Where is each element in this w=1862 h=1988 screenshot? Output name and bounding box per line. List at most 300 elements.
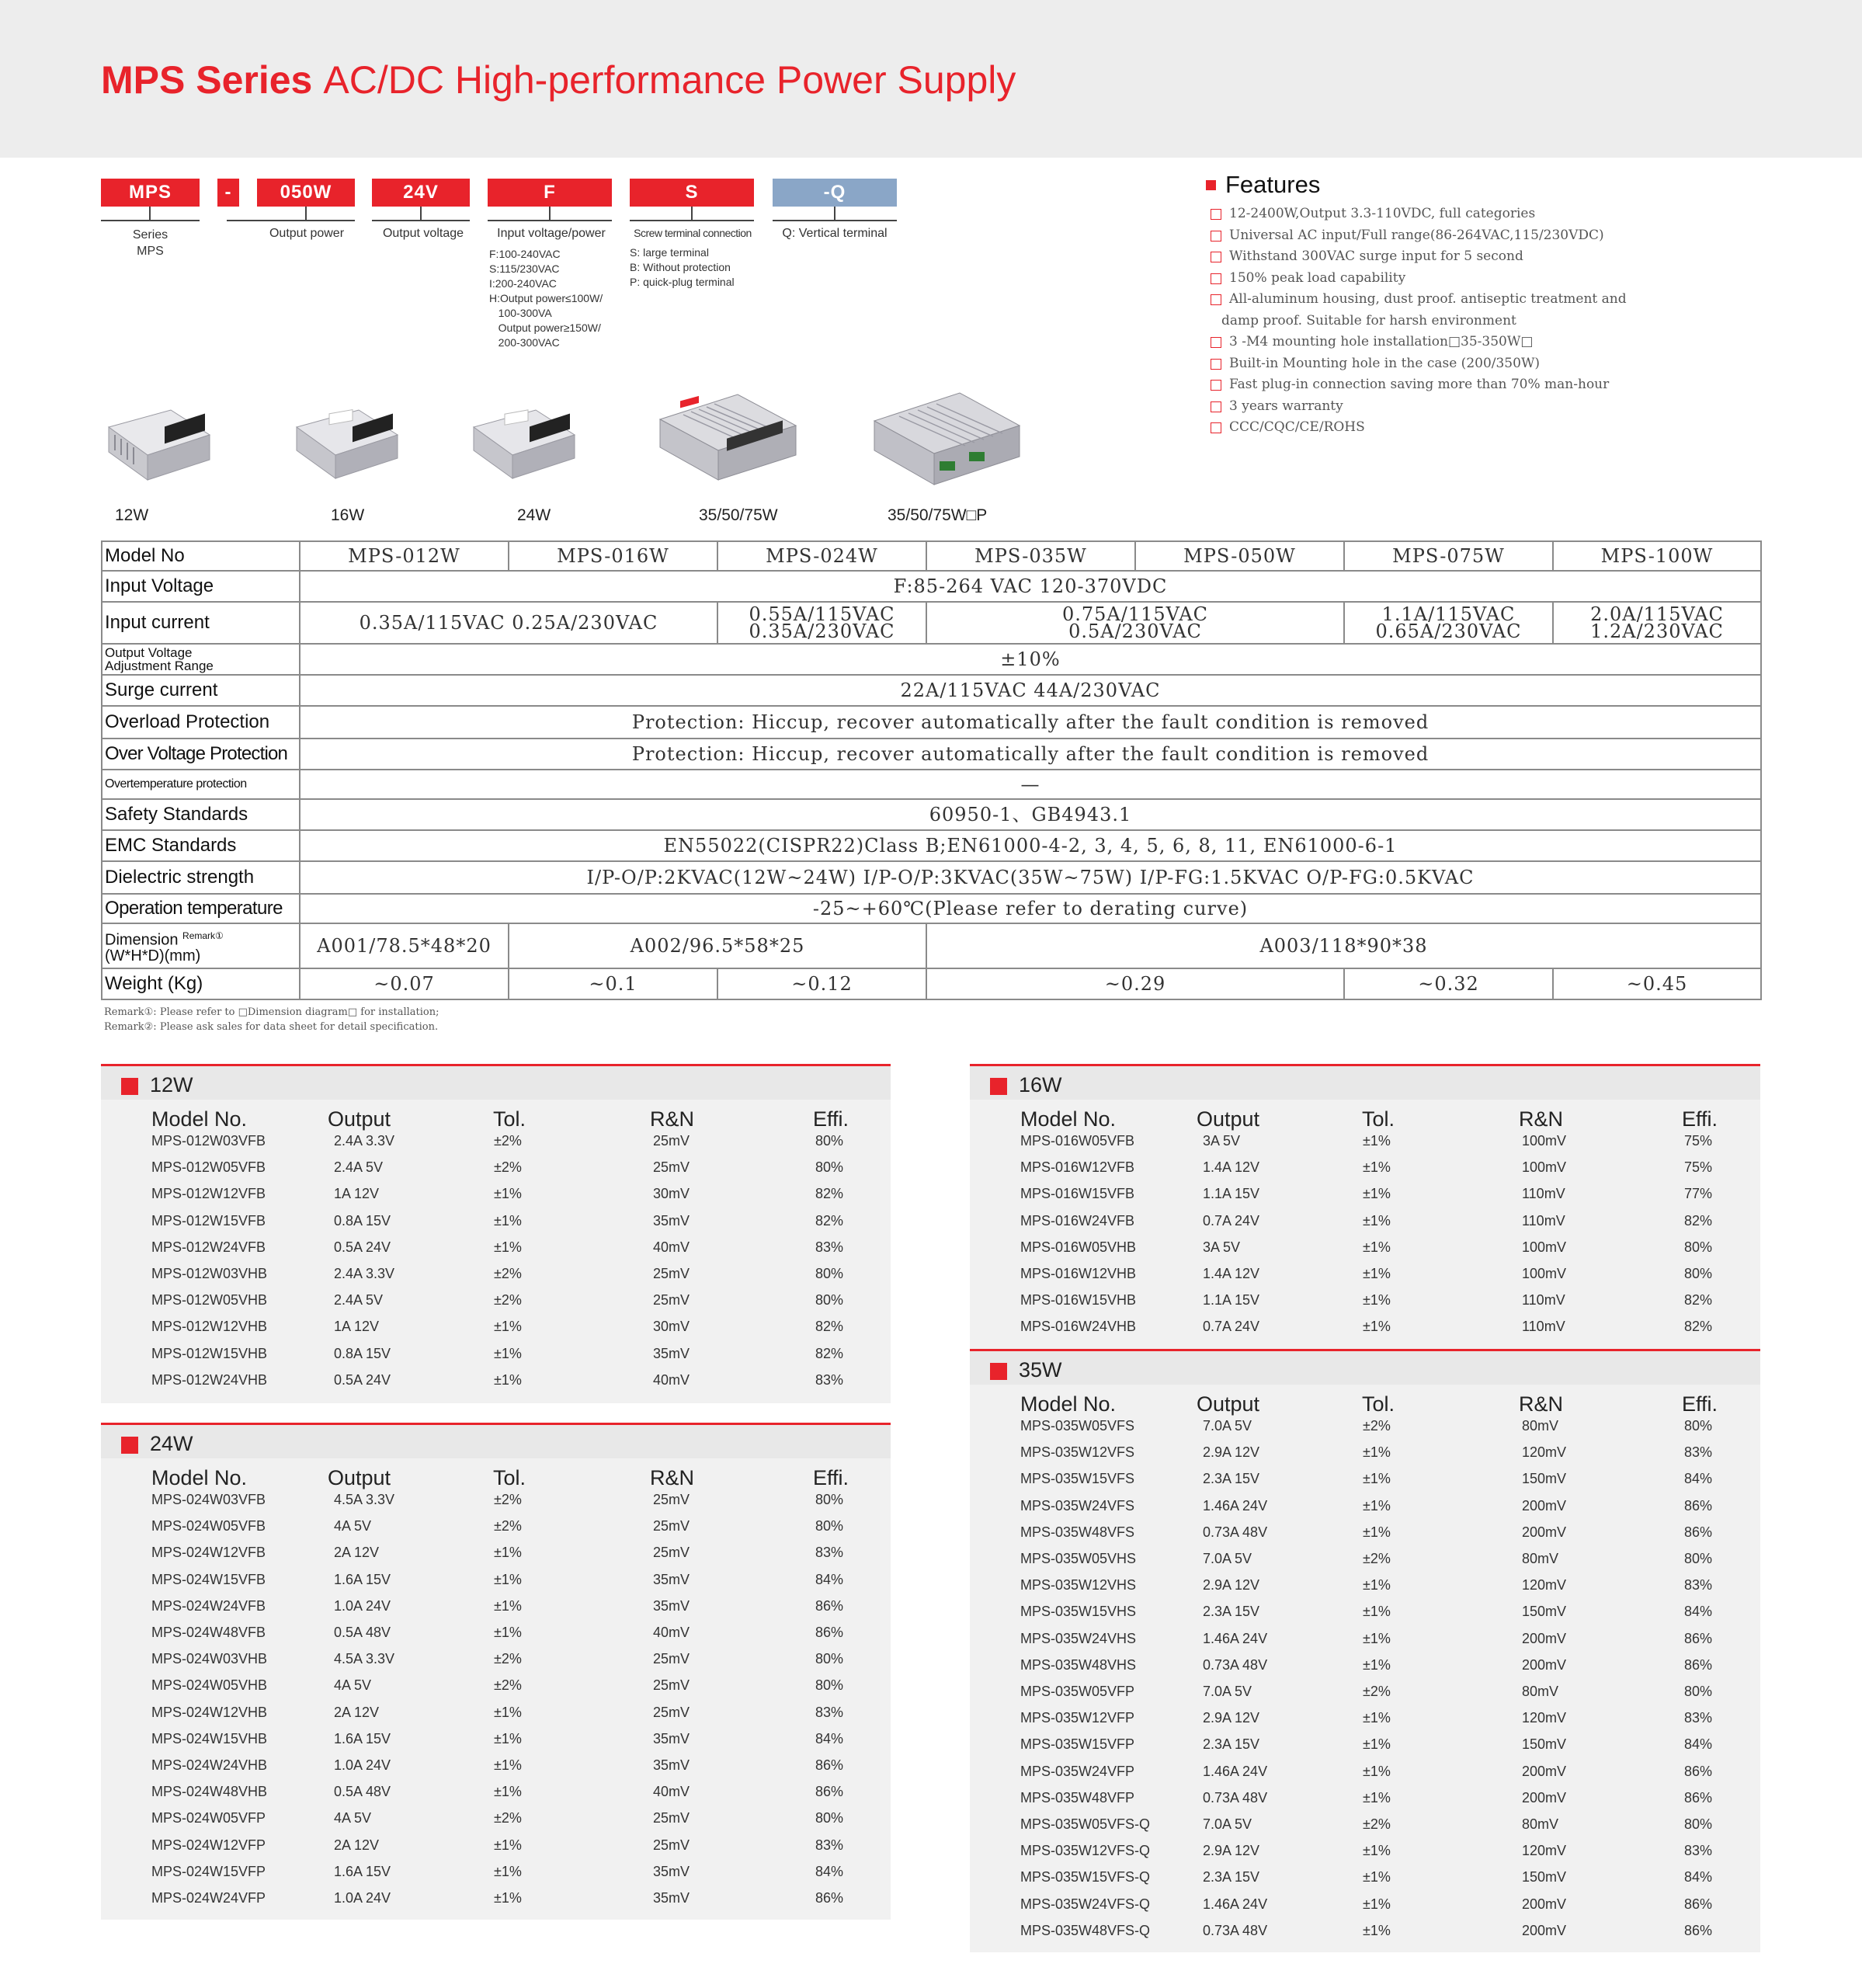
code-box-series: MPS [101, 179, 200, 207]
code-tick [305, 207, 307, 220]
spec-cell: 0.35A/115VAC 0.25A/230VAC [300, 602, 717, 644]
table-cell: 25mV [653, 1266, 690, 1281]
table-row [970, 1319, 1760, 1345]
table-cell: 84% [1684, 1736, 1713, 1753]
table-cell: 25mV [653, 1292, 690, 1309]
spec-cell: -25~+60℃(Please refer to derating curve) [300, 894, 1761, 923]
table-cell: 80% [1684, 1684, 1713, 1699]
table-cell: 1.1A 15V [1203, 1186, 1260, 1202]
table-cell: 35mV [653, 1890, 690, 1906]
table-cell: ±1% [494, 1319, 522, 1335]
table-cell: MPS-035W05VHS [1020, 1551, 1137, 1566]
spec-row-weight [102, 968, 1761, 999]
table-row [970, 1444, 1760, 1471]
table-row [970, 1524, 1760, 1551]
spec-cell-line: 1.1A/115VAC [1381, 603, 1516, 625]
table-cell: ±1% [1363, 1239, 1391, 1255]
product-label-35w: 35/50/75W [699, 506, 778, 524]
series-name: MPS Series [101, 58, 313, 102]
table-cell: 80mV [1522, 1551, 1559, 1566]
table-row [970, 1133, 1760, 1159]
table-row [101, 1372, 891, 1399]
table-cell: MPS-035W12VFS [1020, 1444, 1135, 1461]
table-cell: 120mV [1522, 1577, 1567, 1594]
table-cell: MPS-024W24VHB [151, 1757, 268, 1773]
table-header-bar [101, 1066, 891, 1100]
features-title [1206, 171, 1796, 199]
table-cell: 83% [815, 1837, 844, 1853]
red-square-icon [121, 1437, 138, 1454]
feature-text: 3 -M4 mounting hole installation□35-350W□ [1229, 334, 1534, 349]
spec-label-line: Adjustment Range [105, 659, 214, 673]
table-cell: ±2% [494, 1677, 522, 1694]
table-cell: 84% [1684, 1604, 1713, 1620]
table-cell: ±2% [1363, 1816, 1391, 1832]
feature-item-continued [1206, 311, 1796, 332]
table-row [101, 1346, 891, 1372]
spec-row-safety [102, 799, 1761, 830]
table-cell: 86% [1684, 1497, 1713, 1514]
column-header: Model No. [151, 1466, 248, 1489]
table-cell: 2.9A 12V [1203, 1444, 1260, 1461]
spec-row-input-voltage [102, 571, 1761, 602]
table-cell: ±1% [1363, 1212, 1391, 1229]
table-cell: 80% [1684, 1551, 1713, 1566]
code-underline [488, 220, 612, 221]
table-cell: MPS-024W05VFB [151, 1518, 266, 1534]
spec-row-dimension [102, 923, 1761, 968]
column-header: Output [328, 1466, 391, 1489]
table-cell: 0.5A 48V [334, 1784, 391, 1800]
spec-label: Overtemperature protection [102, 770, 300, 799]
table-cell: 1.46A 24V [1203, 1630, 1268, 1646]
table-cell: 80% [815, 1159, 844, 1176]
spec-row-operation [102, 894, 1761, 923]
feature-text: 3 years warranty [1229, 398, 1343, 414]
table-cell: ±1% [1363, 1763, 1391, 1779]
table-cell: ±1% [1363, 1471, 1391, 1487]
table-cell: MPS-016W05VFB [1020, 1133, 1135, 1149]
table-cell: 2.4A 3.3V [334, 1266, 395, 1281]
table-cell: ±1% [1363, 1577, 1391, 1594]
spec-row-adjustment [102, 644, 1761, 675]
table-cell: 83% [815, 1545, 844, 1561]
table-cell: MPS-016W24VFB [1020, 1212, 1135, 1229]
table-cell: 7.0A 5V [1203, 1684, 1252, 1699]
spec-row-dielectric [102, 861, 1761, 894]
checkbox-icon [1211, 231, 1221, 242]
table-cell: 25mV [653, 1159, 690, 1176]
table-cell: MPS-012W03VFB [151, 1133, 266, 1149]
table-cell: 150mV [1522, 1471, 1567, 1487]
spec-row-overtemp [102, 770, 1761, 799]
table-cell: MPS-012W05VHB [151, 1292, 268, 1309]
table-cell: MPS-024W15VHB [151, 1730, 268, 1746]
table-row [101, 1159, 891, 1186]
column-headers [101, 1107, 891, 1131]
checkbox-icon [1211, 337, 1221, 348]
table-cell: 80% [1684, 1418, 1713, 1434]
checkbox-icon [1211, 209, 1221, 220]
table-cell: 80% [815, 1292, 844, 1309]
input-voltage-options: F:100-240VAC S:115/230VAC I:200-240VAC H:Output power≤100W/ 100-300VA Output power≥150W/ 200-300VAC [489, 248, 603, 349]
table-row [101, 1319, 891, 1345]
column-header: R&N [650, 1466, 695, 1489]
spec-cell: MPS-100W [1553, 541, 1761, 571]
table-cell: 25mV [653, 1837, 690, 1853]
table-cell: 1.0A 24V [334, 1597, 391, 1614]
table-cell: 0.73A 48V [1203, 1524, 1268, 1540]
table-cell: 200mV [1522, 1922, 1567, 1938]
spec-cell: ~0.45 [1553, 968, 1761, 999]
checkbox-icon [1211, 422, 1221, 433]
table-cell: 86% [1684, 1524, 1713, 1540]
spec-cell: ±10% [300, 644, 1761, 675]
column-header: Model No. [1020, 1392, 1117, 1416]
table-cell: 0.7A 24V [1203, 1319, 1260, 1335]
feature-item [1206, 246, 1796, 268]
table-cell: 0.7A 24V [1203, 1212, 1260, 1229]
table-cell: 2.9A 12V [1203, 1577, 1260, 1594]
table-cell: ±1% [1363, 1444, 1391, 1461]
feature-item [1206, 203, 1796, 225]
table-cell: 0.5A 24V [334, 1371, 391, 1388]
table-row [970, 1923, 1760, 1949]
table-cell: 35mV [653, 1597, 690, 1614]
table-cell: 82% [815, 1345, 844, 1361]
table-cell: ±1% [494, 1239, 522, 1255]
table-cell: 0.73A 48V [1203, 1789, 1268, 1806]
table-cell: 80mV [1522, 1816, 1559, 1832]
table-row [970, 1266, 1760, 1292]
table-row [970, 1186, 1760, 1212]
column-header: Tol. [493, 1466, 526, 1489]
table-cell: ±1% [494, 1704, 522, 1720]
spec-cell: EN55022(CISPR22)Class B;EN61000-4-2, 3, 4, 5, 6, 8, 11, EN61000-6-1 [300, 830, 1761, 861]
table-cell: MPS-016W24VHB [1020, 1319, 1137, 1335]
table-cell: 150mV [1522, 1869, 1567, 1885]
table-cell: ±2% [494, 1651, 522, 1667]
spec-cell: 22A/115VAC 44A/230VAC [300, 675, 1761, 706]
red-square-icon [990, 1363, 1007, 1380]
table-row [970, 1498, 1760, 1524]
table-cell: ±1% [494, 1212, 522, 1229]
table-cell: 40mV [653, 1239, 690, 1255]
table-cell: MPS-035W05VFS [1020, 1418, 1135, 1434]
feature-item [1206, 396, 1796, 418]
code-tick [149, 207, 151, 220]
checkbox-icon [1211, 359, 1221, 370]
table-cell: MPS-035W05VFP [1020, 1684, 1135, 1699]
table-cell: 1.46A 24V [1203, 1763, 1268, 1779]
spec-cell: 60950-1、GB4943.1 [300, 799, 1761, 830]
table-row [101, 1890, 891, 1917]
table-cell: 40mV [653, 1625, 690, 1640]
product-label-16w: 16W [331, 506, 365, 524]
table-cell: 25mV [653, 1492, 690, 1507]
table-cell: ±1% [1363, 1133, 1391, 1149]
table-cell: 86% [815, 1784, 844, 1800]
table-cell: 2.4A 5V [334, 1159, 384, 1176]
table-cell: MPS-016W15VHB [1020, 1292, 1137, 1309]
spec-cell: A002/96.5*58*25 [509, 923, 926, 968]
model-table-24w [101, 1423, 891, 1920]
features-list [1206, 203, 1796, 439]
table-cell: MPS-035W24VFP [1020, 1763, 1135, 1779]
table-cell: 4A 5V [334, 1810, 372, 1826]
table-cell: 0.8A 15V [334, 1212, 391, 1229]
table-title: 16W [1019, 1073, 1062, 1097]
table-cell: 82% [1684, 1292, 1713, 1309]
table-cell: 84% [1684, 1869, 1713, 1885]
spec-label-line: (W*H*D)(mm) [105, 947, 201, 964]
code-tick [420, 207, 422, 220]
table-cell: 86% [1684, 1656, 1713, 1673]
table-cell: 200mV [1522, 1524, 1567, 1540]
table-cell: 1.46A 24V [1203, 1497, 1268, 1514]
table-cell: 120mV [1522, 1444, 1567, 1461]
table-cell: ±1% [494, 1863, 522, 1879]
spec-cell [1553, 602, 1761, 644]
table-row [101, 1292, 891, 1319]
code-underline [101, 220, 200, 221]
feature-text: All-aluminum housing, dust proof. antiseptic treatment and [1229, 291, 1627, 307]
code-underline [227, 220, 355, 221]
power-supply-35w-p-image [868, 387, 1023, 492]
table-row [101, 1239, 891, 1266]
table-cell: 0.73A 48V [1203, 1656, 1268, 1673]
table-cell: 120mV [1522, 1843, 1567, 1859]
table-cell: MPS-024W24VFB [151, 1597, 266, 1614]
table-cell: 86% [815, 1757, 844, 1773]
table-cell: ±1% [1363, 1843, 1391, 1859]
table-cell: 77% [1684, 1186, 1713, 1202]
table-cell: MPS-024W15VFP [151, 1863, 266, 1879]
column-header: Effi. [1682, 1392, 1718, 1416]
table-cell: MPS-035W48VHS [1020, 1656, 1137, 1673]
table-row [101, 1572, 891, 1598]
table-cell: ±1% [1363, 1524, 1391, 1540]
table-row [970, 1213, 1760, 1239]
power-supply-24w-image [466, 404, 582, 489]
table-cell: MPS-012W12VFB [151, 1186, 266, 1202]
table-cell: 80mV [1522, 1418, 1559, 1434]
table-row [970, 1736, 1760, 1763]
table-cell: MPS-035W48VFS-Q [1020, 1922, 1151, 1938]
table-row [970, 1816, 1760, 1843]
table-cell: MPS-035W12VFS-Q [1020, 1843, 1151, 1859]
table-cell: 25mV [653, 1545, 690, 1561]
code-box-input: F [488, 179, 612, 207]
code-label-power: Output power [269, 227, 345, 240]
table-header-bar [970, 1066, 1760, 1100]
table-cell: 80% [815, 1492, 844, 1507]
table-cell: 200mV [1522, 1763, 1567, 1779]
table-row [970, 1418, 1760, 1444]
table-cell: 2A 12V [334, 1545, 380, 1561]
spec-row-surge [102, 675, 1761, 706]
table-cell: 0.5A 48V [334, 1625, 391, 1640]
table-header-bar [101, 1425, 891, 1458]
model-table-16w [970, 1064, 1760, 1351]
code-label-voltage: Output voltage [382, 227, 464, 240]
spec-label: Input current [102, 602, 300, 644]
spec-label: Input Voltage [102, 571, 300, 602]
table-cell: 0.5A 24V [334, 1239, 391, 1255]
table-cell: 86% [1684, 1922, 1713, 1938]
table-row [101, 1266, 891, 1292]
table-cell: ±1% [1363, 1656, 1391, 1673]
table-row [970, 1896, 1760, 1923]
table-cell: ±1% [1363, 1630, 1391, 1646]
table-cell: 200mV [1522, 1630, 1567, 1646]
table-cell: ±1% [494, 1890, 522, 1906]
spec-cell: MPS-050W [1135, 541, 1344, 571]
table-row [101, 1810, 891, 1837]
table-row [101, 1731, 891, 1757]
table-row [101, 1864, 891, 1890]
spec-cell: MPS-024W [717, 541, 926, 571]
table-cell: 1.4A 12V [1203, 1266, 1260, 1281]
table-cell: 80% [1684, 1266, 1713, 1281]
table-cell: 80% [815, 1677, 844, 1694]
table-cell: ±1% [1363, 1159, 1391, 1176]
table-cell: 35mV [653, 1730, 690, 1746]
column-header: R&N [650, 1107, 695, 1131]
table-cell: 83% [815, 1239, 844, 1255]
table-cell: ±1% [494, 1784, 522, 1800]
table-cell: 200mV [1522, 1497, 1567, 1514]
feature-text: Fast plug-in connection saving more than 70% man-hour [1229, 377, 1610, 392]
remark-2: Remark②: Please ask sales for data sheet for detail specification. [104, 1021, 439, 1033]
table-row [101, 1518, 891, 1545]
column-header: Output [328, 1107, 391, 1131]
table-cell: 120mV [1522, 1710, 1567, 1726]
table-cell: 1.6A 15V [334, 1730, 391, 1746]
spec-row-overload [102, 706, 1761, 739]
table-cell: 1.6A 15V [334, 1863, 391, 1879]
table-row [970, 1764, 1760, 1790]
table-cell: 82% [815, 1186, 844, 1202]
table-cell: 86% [815, 1597, 844, 1614]
table-cell: 84% [1684, 1471, 1713, 1487]
feature-text: 150% peak load capability [1229, 269, 1406, 286]
table-row [101, 1651, 891, 1677]
table-cell: 200mV [1522, 1656, 1567, 1673]
checkbox-icon [1211, 273, 1221, 284]
power-supply-35w-image [652, 388, 800, 489]
code-tick [834, 207, 835, 220]
remark-marker: Remark① [182, 930, 224, 942]
table-row [970, 1631, 1760, 1657]
table-cell: 83% [815, 1704, 844, 1720]
column-header: R&N [1519, 1392, 1564, 1416]
spec-cell [717, 602, 926, 644]
code-underline [630, 220, 754, 221]
table-cell: MPS-024W03VFB [151, 1492, 266, 1507]
table-cell: 2.3A 15V [1203, 1471, 1260, 1487]
table-cell: 7.0A 5V [1203, 1816, 1252, 1832]
table-row [101, 1598, 891, 1625]
red-square-icon [1206, 180, 1216, 190]
code-label-series: Series MPS [132, 228, 168, 258]
table-cell: 80% [1684, 1816, 1713, 1832]
table-cell: 4A 5V [334, 1518, 372, 1534]
table-cell: 35mV [653, 1757, 690, 1773]
table-cell: ±1% [1363, 1710, 1391, 1726]
table-cell: 100mV [1522, 1133, 1567, 1149]
table-cell: 35mV [653, 1212, 690, 1229]
spec-row-emc [102, 830, 1761, 861]
power-supply-16w-image [289, 404, 405, 489]
table-cell: 7.0A 5V [1203, 1551, 1252, 1566]
spec-label: Dielectric strength [102, 861, 300, 894]
code-label-input: Input voltage/power [497, 227, 606, 240]
table-cell: 1.4A 12V [1203, 1159, 1260, 1176]
table-cell: 82% [1684, 1319, 1713, 1335]
spec-label: Weight (Kg) [102, 968, 300, 999]
table-cell: MPS-024W12VHB [151, 1704, 268, 1720]
spec-cell: ~0.1 [509, 968, 717, 999]
table-cell: 1A 12V [334, 1319, 380, 1335]
table-cell: ±1% [494, 1371, 522, 1388]
model-table-35w [970, 1349, 1760, 1952]
table-cell: ±1% [1363, 1869, 1391, 1885]
table-cell: 25mV [653, 1133, 690, 1149]
column-header: Tol. [493, 1107, 526, 1131]
table-cell: MPS-012W15VFB [151, 1212, 266, 1229]
table-cell: MPS-035W12VHS [1020, 1577, 1137, 1594]
red-square-icon [990, 1078, 1007, 1095]
table-cell: ±2% [1363, 1684, 1391, 1699]
table-row [101, 1492, 891, 1518]
table-cell: 84% [815, 1730, 844, 1746]
column-headers [101, 1466, 891, 1489]
table-cell: ±2% [494, 1518, 522, 1534]
table-cell: ±1% [494, 1597, 522, 1614]
table-cell: 2A 12V [334, 1837, 380, 1853]
column-header: Effi. [813, 1466, 849, 1489]
spec-label-line: Output Voltage [105, 645, 193, 660]
spec-cell-line: 0.65A/230VAC [1375, 620, 1522, 642]
terminal-options: S: large terminal B: Without protection P: quick-plug terminal [630, 246, 735, 288]
table-cell: ±1% [494, 1345, 522, 1361]
table-cell: 35mV [653, 1345, 690, 1361]
table-cell: 83% [1684, 1577, 1713, 1594]
table-cell: 80mV [1522, 1684, 1559, 1699]
spec-row-input-current [102, 602, 1761, 644]
table-cell: 0.73A 48V [1203, 1922, 1268, 1938]
table-row [970, 1471, 1760, 1497]
table-cell: MPS-035W05VFS-Q [1020, 1816, 1151, 1832]
spec-cell-line: 0.75A/115VAC [1061, 603, 1209, 625]
spec-label [102, 644, 300, 675]
table-cell: MPS-012W05VFB [151, 1159, 266, 1176]
table-cell: 4.5A 3.3V [334, 1492, 395, 1507]
table-row [970, 1684, 1760, 1710]
table-row [970, 1604, 1760, 1630]
code-underline [372, 220, 470, 221]
table-cell: 80% [815, 1266, 844, 1281]
table-cell: 40mV [653, 1784, 690, 1800]
table-row [101, 1837, 891, 1864]
table-cell: 4.5A 3.3V [334, 1651, 395, 1667]
table-cell: 84% [815, 1571, 844, 1587]
power-supply-12w-image [101, 404, 217, 489]
table-cell: 2.9A 12V [1203, 1710, 1260, 1726]
table-cell: 200mV [1522, 1896, 1567, 1912]
table-cell: 86% [1684, 1789, 1713, 1806]
